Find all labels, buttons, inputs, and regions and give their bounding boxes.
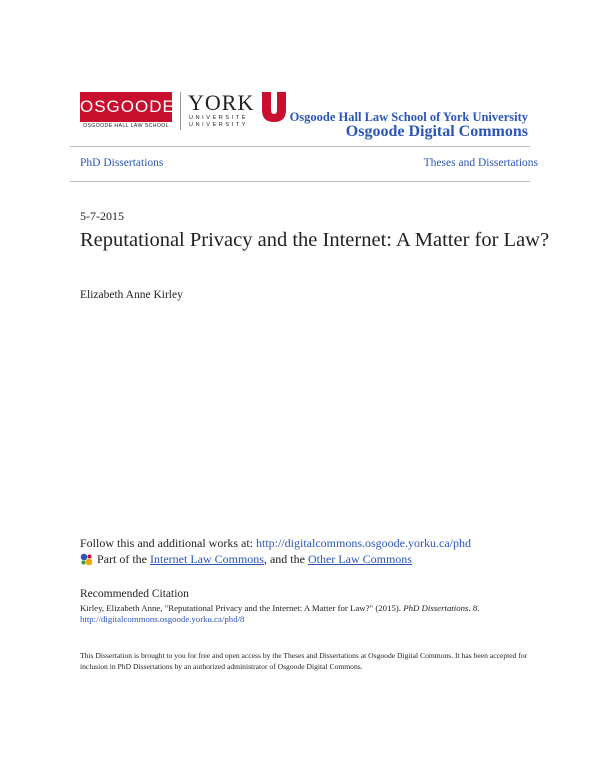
citation-series: PhD Dissertations [403, 603, 469, 613]
citation-number: . 8. [468, 603, 480, 613]
header-rule-top [70, 146, 530, 147]
york-logo-wordmark: YORK [188, 90, 255, 115]
part-of-prefix: Part of the [97, 552, 147, 566]
nav-link-theses-dissertations[interactable]: Theses and Dissertations [423, 157, 538, 169]
follow-url-link[interactable]: http://digitalcommons.osgoode.yorku.ca/phd [256, 536, 471, 550]
repository-name[interactable]: Osgoode Digital Commons [345, 123, 528, 140]
part-of-line [80, 552, 412, 567]
access-notice: This Dissertation is brought to you for free and open access by the Theses and Dissertations at Osgoode Digital Commons. It has been accepted for inclusion in PhD Dissertations by an authorized administrator of Osgoode Digital Commons. [80, 651, 528, 671]
follow-prefix: Follow this and additional works at: [80, 536, 256, 550]
citation-url-link[interactable]: http://digitalcommons.osgoode.yorku.ca/phd/8 [80, 614, 245, 624]
part-of-middle: , and the [263, 552, 305, 566]
logo-divider [180, 92, 181, 130]
osgoode-logo-subtitle: OSGOODE HALL LAW SCHOOL [82, 123, 170, 129]
follow-line [80, 536, 471, 551]
york-logo-sub-en: UNIVERSITY [189, 122, 249, 128]
york-u-mark-icon [260, 92, 288, 122]
citation-text [80, 602, 540, 614]
osgoode-logo-wordmark: OSGOODE [80, 92, 172, 122]
document-title: Reputational Privacy and the Internet: A Matter for Law? [80, 229, 550, 251]
publication-date: 5-7-2015 [80, 209, 124, 223]
other-law-commons-link[interactable]: Other Law Commons [307, 552, 412, 566]
institution-name[interactable]: Osgoode Hall Law School of York University [289, 110, 528, 124]
recommended-citation-heading: Recommended Citation [80, 588, 189, 600]
header-rule-bottom [70, 181, 530, 182]
network-icon [80, 553, 93, 566]
york-logo-subtitle [189, 115, 248, 129]
osgoode-logo [80, 92, 175, 132]
york-logo-sub-fr: UNIVERSITÉ [189, 115, 249, 121]
author-name: Elizabeth Anne Kirley [80, 289, 183, 301]
york-logo [188, 90, 292, 132]
internet-law-commons-link[interactable]: Internet Law Commons [150, 552, 264, 566]
citation-body: Kirley, Elizabeth Anne, "Reputational Privacy and the Internet: A Matter for Law?" (2015). [80, 603, 404, 613]
nav-link-phd-dissertations[interactable]: PhD Dissertations [80, 157, 164, 169]
